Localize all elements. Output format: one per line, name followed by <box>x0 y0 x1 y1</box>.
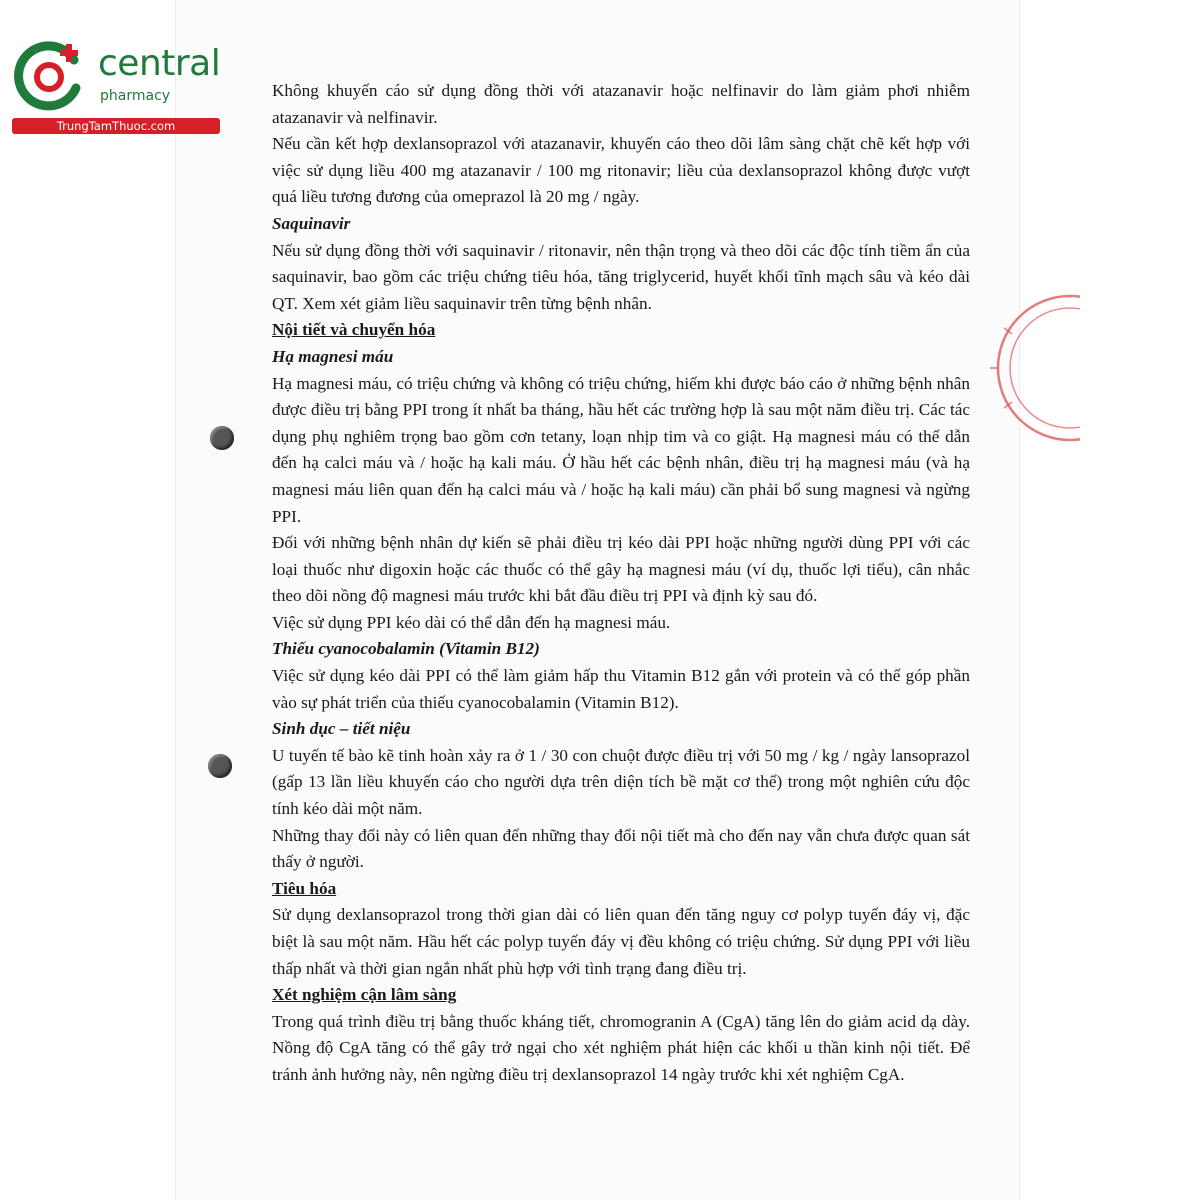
paragraph: Việc sử dụng PPI kéo dài có thể dẫn đến hạ magnesi máu. <box>272 612 671 632</box>
paragraph: Không khuyến cáo sử dụng đồng thời với atazanavir hoặc nelfinavir do làm giảm phơi nhiễm atazanavir và nelfinavir. <box>272 81 970 127</box>
paragraph: Việc sử dụng kéo dài PPI có thể làm giảm hấp thu Vitamin B12 gắn với protein và có thể góp phần vào sự phát triển của thiếu cyanocobalamin (Vitamin B12). <box>272 666 970 712</box>
subheading-saquinavir: Saquinavir <box>272 213 351 233</box>
logo-subtitle: pharmacy <box>100 88 171 104</box>
subheading-hypomagnesemia: Hạ magnesi máu <box>272 346 394 366</box>
paragraph: U tuyến tế bào kẽ tinh hoàn xảy ra ở 1 / 30 con chuột được điều trị với 50 mg / kg / ngày lansoprazol (gấp 13 lần liều khuyến cáo cho người dựa trên diện tích bề mặt cơ thể) trong một nghiên cứu độc tính kéo dài một năm. <box>272 745 970 819</box>
paragraph: Đối với những bệnh nhân dự kiến sẽ phải điều trị kéo dài PPI hoặc những người dùng PPI với các loại thuốc như digoxin hoặc các thuốc có thể gây hạ magnesi máu (ví dụ, thuốc lợi tiểu), cân nhắc theo dõi nồng độ magnesi máu trước khi bắt đầu điều trị PPI và định kỳ sau đó. <box>272 533 970 606</box>
central-pharmacy-logo-icon <box>10 38 88 116</box>
subheading-b12-deficiency: Thiếu cyanocobalamin (Vitamin B12) <box>272 639 540 659</box>
section-heading-endocrine: Nội tiết và chuyển hóa <box>272 320 436 340</box>
section-heading-digestive: Tiêu hóa <box>272 878 337 898</box>
paragraph: Những thay đổi này có liên quan đến những thay đổi nội tiết mà cho đến nay vẫn chưa được quan sát thấy ở người. <box>272 825 970 872</box>
paragraph: Trong quá trình điều trị bằng thuốc kháng tiết, chromogranin A (CgA) tăng lên do giảm acid dạ dày. Nồng độ CgA tăng có thể gây trở ngại cho xét nghiệm phát hiện các khối u thần kinh nội tiết. Để tránh ảnh hưởng này, nên ngừng điều trị dexlansoprazol 14 ngày trước khi xét nghiệm CgA. <box>272 1011 970 1084</box>
paragraph: Nếu cần kết hợp dexlansoprazol với atazanavir, khuyến cáo theo dõi lâm sàng chặt chẽ kết hợp với việc sử dụng liều 400 mg atazanavir / 100 mg ritonavir; liều của dexlansoprazol không được vượt quá liều tương đương của omeprazol là 20 mg / ngày. <box>272 134 970 207</box>
section-heading-lab-tests: Xét nghiệm cận lâm sàng <box>272 985 457 1005</box>
punch-hole <box>210 426 234 450</box>
pharmacy-logo[interactable] <box>10 38 221 138</box>
paragraph: Nếu sử dụng đồng thời với saquinavir / ritonavir, nên thận trọng và theo dõi các độc tính tiềm ẩn của saquinavir, bao gồm các triệu chứng tiêu hóa, tăng triglycerid, huyết khối tĩnh mạch sâu và kéo dài QT. Xem xét giảm liều saquinavir trên từng bệnh nhân. <box>272 240 970 313</box>
paragraph: Sử dụng dexlansoprazol trong thời gian dài có liên quan đến tăng nguy cơ polyp tuyến đáy vị, đặc biệt là sau một năm. Hầu hết các polyp tuyến đáy vị đều không có triệu chứng. Sử dụng PPI với liều thấp nhất và thời gian ngắn nhất phù hợp với tình trạng đang điều trị. <box>272 905 970 978</box>
punch-hole <box>208 754 232 778</box>
logo-name: central <box>98 43 221 84</box>
logo-website[interactable]: TrungTamThuoc.com <box>12 118 220 134</box>
document-body <box>272 78 970 1089</box>
red-stamp-icon <box>960 288 1080 448</box>
subheading-urogenital: Sinh dục – tiết niệu <box>272 719 411 739</box>
paragraph: Hạ magnesi máu, có triệu chứng và không có triệu chứng, hiếm khi được báo cáo ở những bệnh nhân được điều trị bằng PPI trong ít nhất ba tháng, hầu hết các trường hợp là sau một năm điều trị. Các tác dụng phụ nghiêm trọng bao gồm cơn tetany, loạn nhịp tim và co giật. Hạ magnesi máu có thể dẫn đến hạ calci máu và / hoặc hạ kali máu. Ở hầu hết các bệnh nhân, điều trị hạ magnesi máu (và hạ magnesi máu liên quan đến hạ calci máu và / hoặc hạ kali máu) cần phải bổ sung magnesi và ngừng PPI. <box>272 373 970 526</box>
